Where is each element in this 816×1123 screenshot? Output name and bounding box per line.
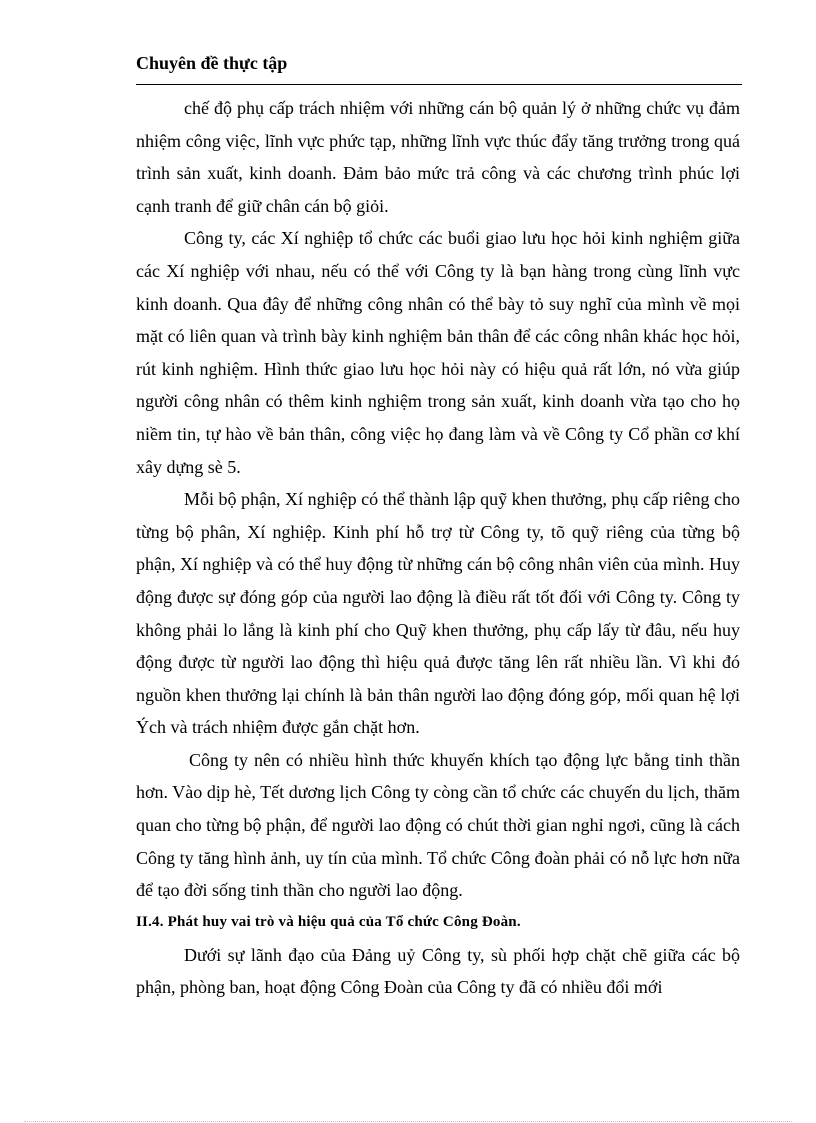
header-divider bbox=[136, 84, 742, 85]
body-paragraph-4: Công ty nên có nhiều hình thức khuyến khích tạo động lực bằng tinh thần hơn. Vào dịp hè, Tết dương lịch Công ty còng cần tổ chức các chuyến du lịch, thăm quan cho từng bộ phận, để người lao động có chút thời gian nghỉ ngơi, cũng là cách Công ty tăng hình ảnh, uy tín của mình. Tổ chức Công đoàn phải có nỗ lực hơn nữa để tạo đời sống tinh thần cho người lao động. bbox=[136, 749, 740, 901]
page-bottom-border bbox=[24, 1121, 792, 1122]
section-heading: II.4. Phát huy vai trò và hiệu quả của Tổ chức Công Đoàn. bbox=[136, 913, 521, 930]
body-paragraph-2: Công ty, các Xí nghiệp tổ chức các buổi giao lưu học hỏi kinh nghiệm giữa các Xí nghiệp với nhau, nếu có thể với Công ty là bạn hàng trong cùng lĩnh vực kinh doanh. Qua đây để những công nhân có thể bày tỏ suy nghĩ của mình về mọi mặt có liên quan và trình bày kinh nghiệm bản thân để các công nhân khác học hỏi, rút kinh nghiệm. Hình thức giao lưu học hỏi này có hiệu quả rất lớn, nó vừa giúp người công nhân có thêm kinh nghiệm trong sản xuất, kinh doanh vừa tạo cho họ niềm tin, tự hào về bản thân, công việc họ đang làm và về Công ty Cổ phần cơ khí xây dựng sè 5. bbox=[136, 228, 740, 477]
body-paragraph-3: Mỗi bộ phận, Xí nghiệp có thể thành lập quỹ khen thưởng, phụ cấp riêng cho từng bộ phân, Xí nghiệp. Kinh phí hỗ trợ từ Công ty, tõ quỹ riêng của từng bộ phận, Xí nghiệp và có thể huy động từ những cán bộ công nhân viên của mình. Huy động được sự đóng góp của người lao động là điều rất tốt đối với Công ty. Công ty không phải lo lắng là kinh phí cho Quỹ khen thưởng, phụ cấp lấy từ đâu, nếu huy động được từ người lao động thì hiệu quả được tăng lên rất nhiều lần. Vì khi đó nguồn khen thưởng lại chính là bản thân người lao động đóng góp, mối quan hệ lợi Ých và trách nhiệm được gắn chặt hơn. bbox=[136, 489, 740, 738]
body-paragraph-5: Dưới sự lãnh đạo của Đảng uỷ Công ty, sù phối hợp chặt chẽ giữa các bộ phận, phòng ban, hoạt động Công Đoàn của Công ty đã có nhiều đổi mới bbox=[136, 944, 740, 998]
body-paragraph-1: chế độ phụ cấp trách nhiệm với những cán bộ quản lý ở những chức vụ đảm nhiệm công việc, lĩnh vực phức tạp, những lĩnh vực thúc đẩy tăng trưởng trong quá trình sản xuất, kinh doanh. Đảm bảo mức trả công và các chương trình phúc lợi cạnh tranh để giữ chân cán bộ giỏi. bbox=[136, 98, 740, 216]
document-body bbox=[136, 92, 740, 1004]
page-header-title: Chuyên đề thực tập bbox=[136, 53, 288, 73]
